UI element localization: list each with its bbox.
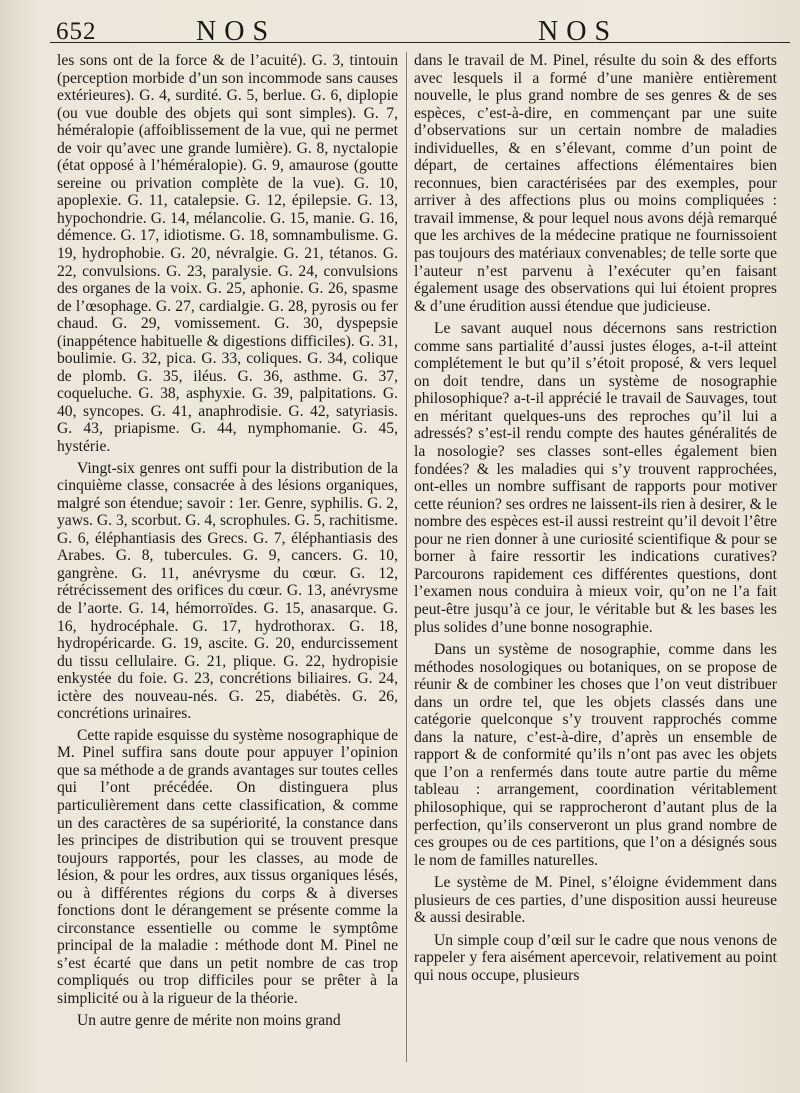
right-paragraph-5: Un simple coup d’œil sur le cadre que nous venons de rappeler y fera aisément apercevoir, relativement au point qui nous occupe, plusieurs <box>414 931 777 984</box>
running-head-right: NOS <box>538 16 619 47</box>
right-paragraph-2: Le savant auquel nous décernons sans restriction comme sans partialité d’aussi justes éloges, a-t-il atteint complétement le but qu’il s’étoit proposé, & vers lequel on doit tendre, dans un système de nosographie philosophique? a-t-il apprécié le travail de Sauvages, tout en méritant quelques-uns des reproches qu’il lui a adressés? s’est-il rendu compte des hautes généralités de la nosologie? ses classes sont-elles également bien fondées? & les maladies qui s’y trouvent rapprochées, ont-elles un nombre suffisant de rapports pour motiver cette réunion? ses ordres ne laissent-ils rien à desirer, & le nombre des espèces est-il aussi restreint qu’il devoit l’être pour ne rien donner à une curiosité scientifique & pour se borner à faire ressortir les indications curatives? Parcourons rapidement ces différentes questions, dont l’examen nous conduira à mieux voir, qu’on ne l’a fait peut-être jusqu’à ce jour, le véritable but & les bases les plus solides d’une bonne nosographie. <box>414 320 777 636</box>
left-paragraph-3: Cette rapide esquisse du système nosographique de M. Pinel suffira sans doute pour appuyer l’opinion que sa méthode a de grands avantages sur toutes celles qui l’ont précédée. On distinguera plus particulièrement dans cette classification, & comme un des caractères de sa supériorité, la constance dans les principes de distribution qui se trouvent presque toujours rapportés, pour les classes, au mode de lésion, & pour les ordres, aux tissus organiques lésés, ou à différentes régions du corps & à diverses fonctions dont le dérangement se présente comme la circonstance essentielle ou comme le symptôme principal de la maladie : méthode dont M. Pinel ne s’est écarté que dans un petit nombre de cas trop compliqués ou trop difficiles pour se prêter à la simplicité ou à la rigueur de la théorie. <box>57 726 398 1007</box>
page-number: 652 <box>56 18 97 45</box>
left-paragraph-4: Un autre genre de mérite non moins grand <box>77 1011 341 1029</box>
column-divider <box>406 52 407 1062</box>
left-column <box>57 52 398 1029</box>
right-paragraph-4: Le système de M. Pinel, s’éloigne évidemment dans plusieurs de ces parties, d’une disposition aussi heureuse & aussi desirable. <box>414 874 777 927</box>
page-header <box>0 14 800 50</box>
left-paragraph-1: les sons ont de la force & de l’acuité). G. 3, tintouin (perception morbide d’un son incommode sans causes extérieures). G. 4, surdité. G. 5, berlue. G. 6, diplopie (ou vue double des objets qui sont simples). G. 7, héméralopie (affoiblissement de la vue, qui ne permet de voir qu’avec une grande lumière). G. 8, nyctalopie (état opposé à l’héméralopie). G. 9, amaurose (goutte sereine ou privation complète de la vue). G. 10, apoplexie. G. 11, catalepsie. G. 12, épilepsie. G. 13, hypochondrie. G. 14, mélancolie. G. 15, manie. G. 16, démence. G. 17, idiotisme. G. 18, somnambulisme. G. 19, hydrophobie. G. 20, névralgie. G. 21, tétanos. G. 22, convulsions. G. 23, paralysie. G. 24, convulsions des organes de la voix. G. 25, aphonie. G. 26, spasme de l’œsophage. G. 27, cardialgie. G. 28, pyrosis ou fer chaud. G. 29, vomissement. G. 30, dyspepsie (inappétence habituelle & digestions difficiles). G. 31, boulimie. G. 32, pica. G. 33, coliques. G. 34, colique de plomb. G. 35, iléus. G. 36, asthme. G. 37, coqueluche. G. 38, asphyxie. G. 39, palpitations. G. 40, syncopes. G. 41, anaphrodisie. G. 42, satyriasis. G. 43, priapisme. G. 44, nymphomanie. G. 45, hystérie. <box>57 52 398 456</box>
right-paragraph-1: dans le travail de M. Pinel, résulte du soin & des efforts avec lesquels il a formé d’une manière entièrement nouvelle, le plus grand nombre de ses genres & de ses espèces, c’est-à-dire, en commençant par une suite d’observations sur un certain nombre de maladies individuelles, & en s’élevant, comme d’un point de départ, de certaines affections élémentaires bien reconnues, bien caractérisées par des exemples, pour arriver à des affections plus ou moins compliquées : travail immense, & pour lequel nous avons déjà remarqué que les archives de la médecine pratique ne fournissoient pas toujours des matériaux convenables; de telle sorte que l’auteur n’est parvenu à l’exécuter qu’en faisant également usage des observations qui lui étoient propres & d’une érudition aussi étendue que judicieuse. <box>414 52 777 315</box>
running-head-left: NOS <box>196 16 277 47</box>
header-rule <box>50 42 790 43</box>
right-column <box>414 52 777 984</box>
left-paragraph-2: Vingt-six genres ont suffi pour la distribution de la cinquième classe, consacrée à des lésions organiques, malgré son étendue; savoir : 1er. Genre, syphilis. G. 2, yaws. G. 3, scorbut. G. 4, scrophules. G. 5, rachitisme. G. 6, éléphantiasis des Grecs. G. 7, éléphantiasis des Arabes. G. 8, tubercules. G. 9, cancers. G. 10, gangrène. G. 11, anévrysme du cœur. G. 12, rétrécissement des orifices du cœur. G. 13, anévrysme de l’aorte. G. 14, hémorroïdes. G. 15, anasarque. G. 16, hydrocéphale. G. 17, hydrothorax. G. 18, hydropéricarde. G. 19, ascite. G. 20, endurcissement du tissu cellulaire. G. 21, plique. G. 22, hydropisie enkystée du foie. G. 23, concrétions biliaires. G. 24, ictère des nouveau-nés. G. 25, diabétès. G. 26, concrétions urinaires. <box>57 459 398 723</box>
right-paragraph-3: Dans un système de nosographie, comme dans les méthodes nosologiques ou botaniques, on se propose de réunir & de combiner les choses que l’on veut distribuer dans un ordre tel, que les objets classés dans une catégorie quelconque s’y trouvent rapprochés comme dans la nature, c’est-à-dire, d’après un ensemble de rapport & de conformité qu’ils n’ont pas avec les objets que l’on a renfermés dans toute autre partie du même tableau : arrangement, coordination véritablement philosophique, qui se rapprocheront d’autant plus de la perfection, qu’ils conserveront un plus grand nombre de ces groupes ou de ces partitions, que l’on a désignés sous le nom de familles naturelles. <box>414 641 777 869</box>
